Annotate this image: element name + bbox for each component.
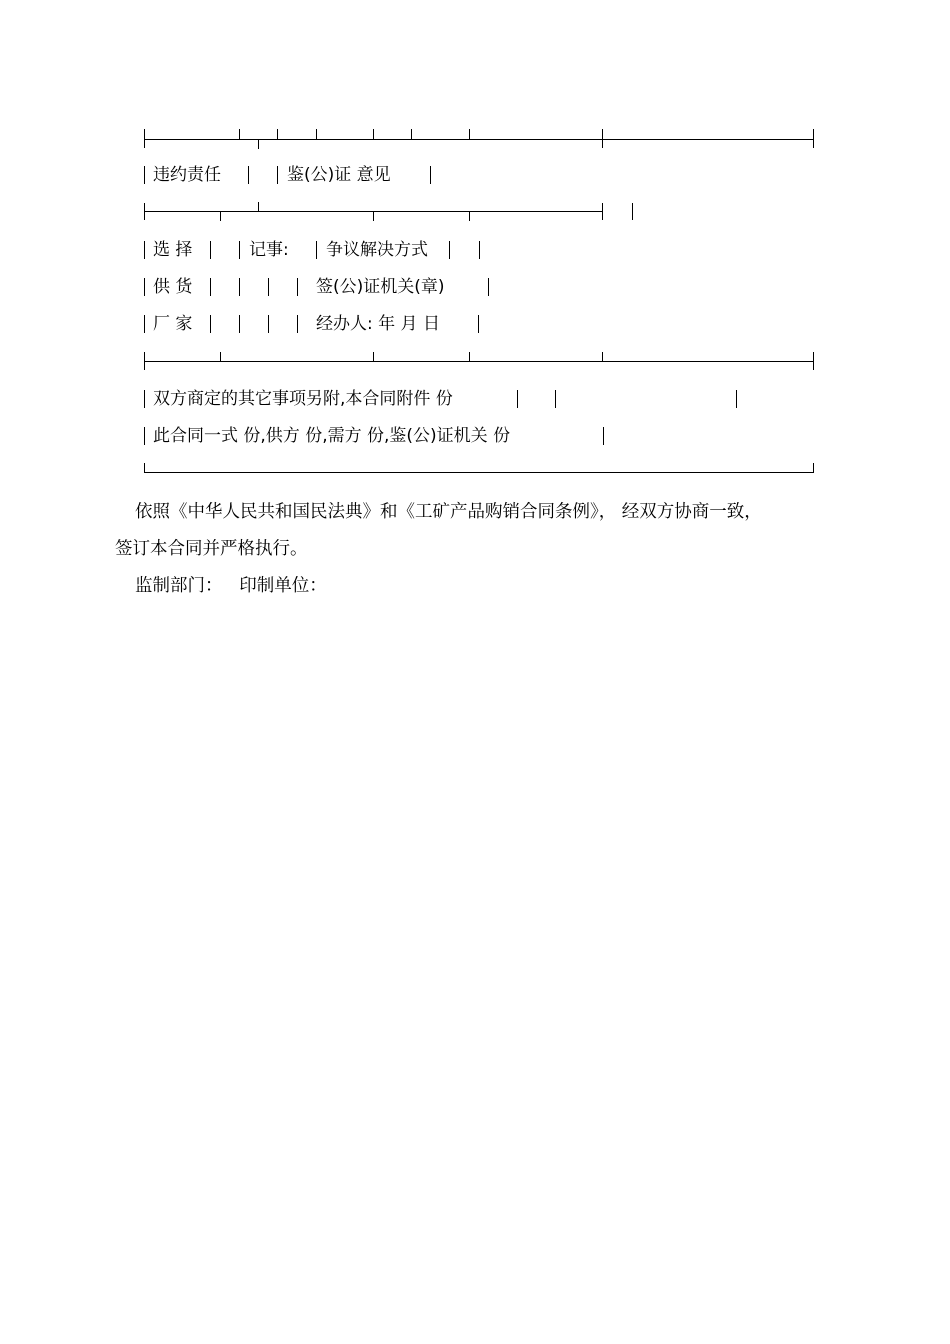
table-cell: 争议解决方式 [326,240,428,260]
table-bar [248,166,249,184]
table-bar [144,241,145,259]
table-tick [258,139,259,149]
table-tick [144,129,145,148]
table-cell: 供 货 [153,277,193,297]
table-tick [602,129,603,148]
table-cell: 违约责任 [153,165,221,185]
body-paragraph-line: 签订本合同并严格执行。 [115,539,308,559]
table-tick [277,129,278,139]
table-bar [430,166,431,184]
table-tick [373,211,374,221]
table-bar [210,278,211,296]
table-tick [373,129,374,139]
table-bar [736,390,737,408]
table-tick [239,129,240,139]
table-tick [469,211,470,221]
table-tick [813,463,814,473]
table-bar [210,241,211,259]
table-rule-top [144,139,814,140]
table-bar [210,315,211,333]
table-bar [144,427,145,445]
table-bar [144,278,145,296]
table-tick [220,352,221,362]
table-tick [316,129,317,139]
table-bar [144,390,145,408]
table-bar [478,315,479,333]
table-rule-bottom [144,472,814,473]
table-cell: 此合同一式 份,供方 份,需方 份,鉴(公)证机关 份 [153,426,511,446]
table-bar [268,315,269,333]
table-cell: 记事: [249,240,289,260]
table-cell: 厂 家 [153,314,193,334]
table-bar [297,278,298,296]
table-cell: 双方商定的其它事项另附,本合同附件 份 [153,389,453,409]
table-bar [277,166,278,184]
table-bar [144,315,145,333]
table-tick [258,202,259,212]
table-tick [144,352,145,370]
table-bar [517,390,518,408]
table-tick [469,352,470,362]
table-bar [144,166,145,184]
table-tick [469,129,470,139]
table-bar [316,241,317,259]
table-bar [603,427,604,445]
table-bar [555,390,556,408]
table-tick [373,352,374,362]
table-tick [144,203,145,220]
footer-line: 监制部门： 印制单位： [135,576,327,596]
table-tick [813,129,814,148]
table-bar [239,315,240,333]
table-bar [488,278,489,296]
table-bar [239,278,240,296]
table-cell: 鉴(公)证 意见 [287,165,391,185]
table-tick [632,203,633,220]
table-tick [602,352,603,362]
table-cell: 经办人: 年 月 日 [316,314,440,334]
table-bar [239,241,240,259]
table-bar [479,241,480,259]
table-bar [297,315,298,333]
table-tick [813,352,814,370]
table-bar [449,241,450,259]
table-tick [602,203,603,220]
table-tick [144,463,145,473]
table-tick [220,211,221,221]
body-paragraph-line: 依照《中华人民共和国民法典》和《工矿产品购销合同条例》， 经双方协商一致， [135,502,762,522]
table-rule-3 [144,361,814,362]
table-cell: 签(公)证机关(章) [316,277,445,297]
table-tick [411,129,412,139]
table-cell: 选 择 [153,240,193,260]
table-bar [268,278,269,296]
